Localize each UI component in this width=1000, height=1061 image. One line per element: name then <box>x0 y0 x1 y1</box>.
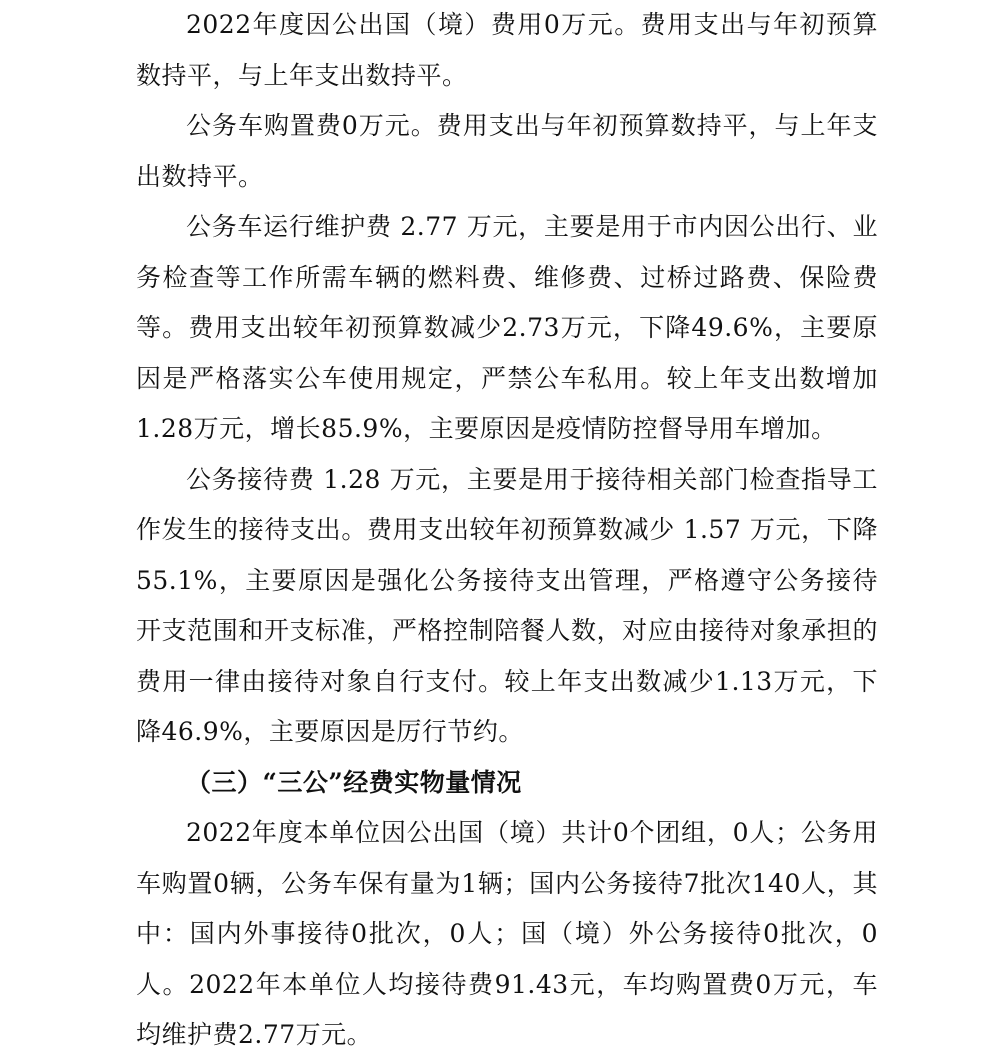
paragraph-vehicle-maintenance: 公务车运行维护费 2.77 万元，主要是用于市内因公出行、业务检查等工作所需车辆的燃料费、维修费、过桥过路费、保险费等。费用支出较年初预算数减少2.73万元，下降49.6%，主要原因是严格落实公车使用规定，严禁公车私用。较上年支出数增加1.28万元，增长85.9%，主要原因是疫情防控督导用车增加。 <box>136 212 878 443</box>
paragraph-official-reception: 公务接待费 1.28 万元，主要是用于接待相关部门检查指导工作发生的接待支出。费用支出较年初预算数减少 1.57 万元，下降 55.1%，主要原因是强化公务接待支出管理，严格遵守公务接待开支范围和开支标准，严格控制陪餐人数，对应由接待对象承担的费用一律由接待对象自行支付。较上年支出数减少1.13万元，下降46.9%，主要原因是厉行节约。 <box>136 464 878 746</box>
document-page <box>136 0 878 1061</box>
paragraph-overseas-travel: 2022年度因公出国（境）费用0万元。费用支出与年初预算数持平，与上年支出数持平。 <box>136 10 878 90</box>
paragraph-vehicle-purchase: 公务车购置费0万元。费用支出与年初预算数持平，与上年支出数持平。 <box>136 111 878 191</box>
section-heading: （三）“三公”经费实物量情况 <box>186 767 522 797</box>
paragraph-physical-quantities: 2022年度本单位因公出国（境）共计0个团组，0人；公务用车购置0辆，公务车保有量为1辆；国内公务接待7批次140人，其中：国内外事接待0批次，0人；国（境）外公务接待0批次，0人。2022年本单位人均接待费91.43元，车均购置费0万元，车均维护费2.77万元。 <box>136 818 878 1049</box>
